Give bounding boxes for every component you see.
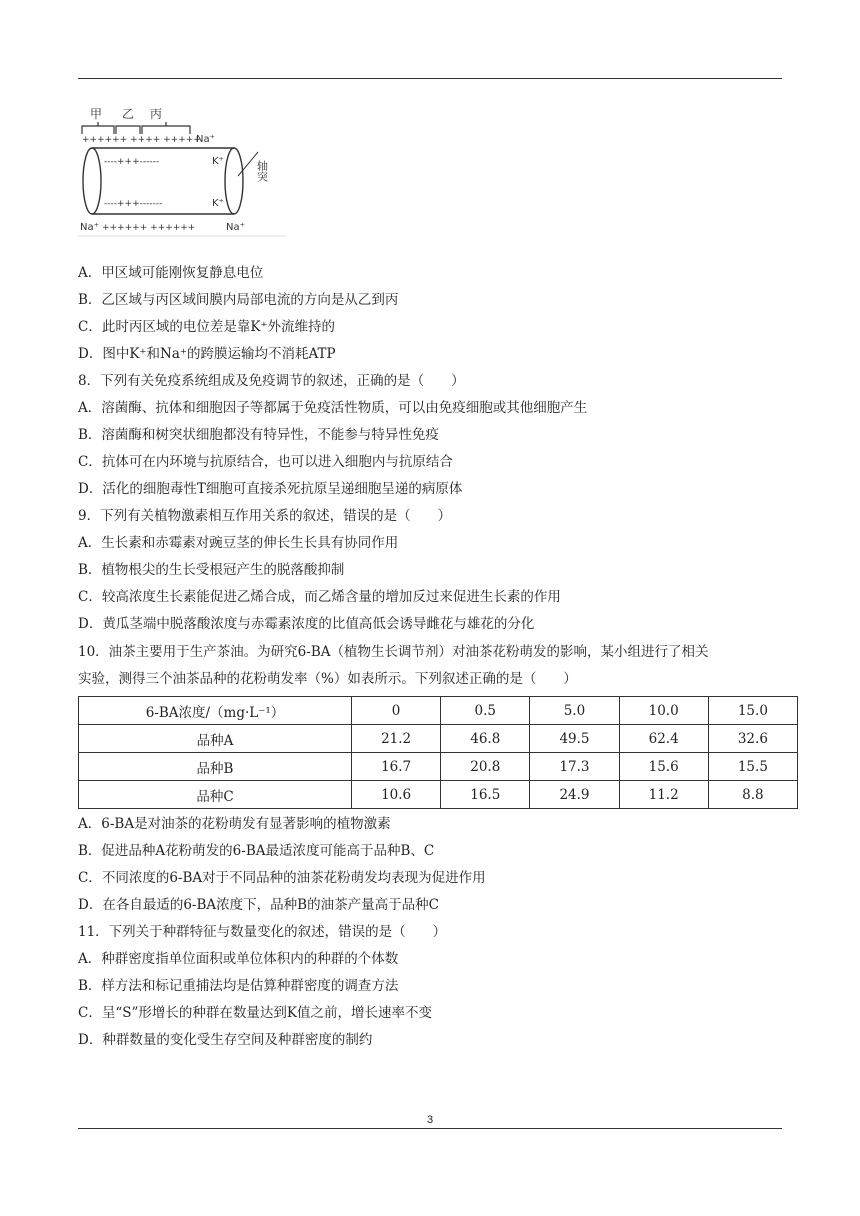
label-bing: 丙	[150, 107, 163, 121]
table-cell: 15.5	[708, 753, 797, 781]
table-cell: 0.5	[441, 697, 530, 725]
q8-option-b: B．溶菌酶和树突状细胞都没有特异性，不能参与特异性免疫	[78, 427, 439, 443]
table-cell: 0	[352, 697, 441, 725]
q11-option-d: D．种群数量的变化受生存空间及种群密度的制约	[78, 1032, 373, 1048]
table-row	[79, 753, 798, 781]
footer-rule	[78, 1128, 782, 1129]
na-ion-bottom-right: Na⁺	[226, 222, 245, 233]
q10-stem-line2: 实验，测得三个油茶品种的花粉萌发率（%）如表所示。下列叙述正确的是（ ）	[78, 671, 577, 687]
table-cell: 21.2	[352, 725, 441, 753]
table-cell: 17.3	[530, 753, 619, 781]
q10-option-a: A．6-BA是对油茶的花粉萌发有显著影响的植物激素	[78, 816, 391, 832]
q7-option-a: A．甲区域可能刚恢复静息电位	[78, 265, 264, 281]
table-cell: 15.0	[708, 697, 797, 725]
charge-bottom-inner: ----+++-------	[104, 199, 163, 209]
q9-option-d: D．黄瓜茎端中脱落酸浓度与赤霉素浓度的比值高低会诱导雌花与雄花的分化	[78, 616, 535, 632]
q7-option-b: B．乙区域与丙区域间膜内局部电流的方向是从乙到丙	[78, 292, 399, 308]
q9-option-b: B．植物根尖的生长受根冠产生的脱落酸抑制	[78, 562, 345, 578]
q11-stem: 11．下列关于种群特征与数量变化的叙述，错误的是（ ）	[78, 924, 447, 940]
q11-option-b: B．样方法和标记重捕法均是估算种群密度的调查方法	[78, 978, 399, 994]
table-cell: 11.2	[619, 781, 708, 809]
k-ion-bottom: K⁺	[212, 198, 224, 209]
table-cell: 46.8	[441, 725, 530, 753]
table-cell: 16.7	[352, 753, 441, 781]
table-cell: 24.9	[530, 781, 619, 809]
q9-option-a: A．生长素和赤霉素对豌豆茎的伸长生长具有协同作用	[78, 535, 399, 551]
q8-option-c: C．抗体可在内环境与抗原结合，也可以进入细胞内与抗原结合	[78, 454, 453, 470]
q10-option-c: C．不同浓度的6-BA对于不同品种的油茶花粉萌发均表现为促进作用	[78, 870, 486, 886]
table-cell: 品种B	[79, 753, 352, 781]
table-cell: 16.5	[441, 781, 530, 809]
table-header-row	[79, 697, 798, 725]
table-cell: 10.6	[352, 781, 441, 809]
label-yi: 乙	[122, 107, 135, 121]
table-cell: 8.8	[708, 781, 797, 809]
table-row	[79, 725, 798, 753]
table-cell: 6-BA浓度/（mg·L⁻¹）	[79, 697, 352, 725]
q8-option-a: A．溶菌酶、抗体和细胞因子等都属于免疫活性物质，可以由免疫细胞或其他细胞产生	[78, 400, 588, 416]
label-jia: 甲	[90, 107, 103, 121]
q9-stem: 9．下列有关植物激素相互作用关系的叙述，错误的是（ ）	[78, 508, 452, 524]
q7-option-c: C．此时丙区域的电位差是靠K⁺外流维持的	[78, 319, 336, 335]
q11-option-c: C．呈“S”形增长的种群在数量达到K值之前，增长速率不变	[78, 1005, 432, 1021]
q8-stem: 8．下列有关免疫系统组成及免疫调节的叙述，正确的是（ ）	[78, 373, 465, 389]
table-cell: 49.5	[530, 725, 619, 753]
q11-option-a: A．种群密度指单位面积或单位体积内的种群的个体数	[78, 951, 399, 967]
q10-stem-line1: 10．油茶主要用于生产茶油。为研究6-BA（植物生长调节剂）对油茶花粉萌发的影响，某小组进行了相关	[78, 644, 709, 660]
k-ion-top: K⁺	[212, 156, 224, 167]
q7-option-d: D．图中K⁺和Na⁺的跨膜运输均不消耗ATP	[78, 346, 336, 362]
na-ion-top: Na⁺	[196, 134, 215, 145]
label-axon: 轴突	[255, 160, 269, 182]
axon-diagram	[78, 104, 286, 238]
table-cell: 15.6	[619, 753, 708, 781]
table-row	[79, 781, 798, 809]
q9-option-c: C．较高浓度生长素能促进乙烯合成，而乙烯含量的增加反过来促进生长素的作用	[78, 589, 561, 605]
table-cell: 62.4	[619, 725, 708, 753]
table-cell: 32.6	[708, 725, 797, 753]
charge-top-outer: ++++++ ++++ +++++	[82, 135, 201, 145]
germination-table	[78, 696, 798, 809]
table-cell: 20.8	[441, 753, 530, 781]
table-cell: 10.0	[619, 697, 708, 725]
q10-option-b: B．促进品种A花粉萌发的6-BA最适浓度可能高于品种B、C	[78, 843, 435, 859]
charge-bottom-outer: ++++++ ++++++	[102, 223, 196, 233]
q8-option-d: D．活化的细胞毒性T细胞可直接杀死抗原呈递细胞呈递的病原体	[78, 481, 463, 497]
header-rule	[78, 78, 782, 79]
table-cell: 品种C	[79, 781, 352, 809]
table-cell: 5.0	[530, 697, 619, 725]
page-number: 3	[426, 1114, 434, 1126]
table-cell: 品种A	[79, 725, 352, 753]
q10-option-d: D．在各自最适的6-BA浓度下，品种B的油茶产量高于品种C	[78, 897, 439, 913]
charge-top-inner: ----+++------	[104, 157, 160, 167]
na-ion-bottom-left: Na⁺	[80, 222, 99, 233]
